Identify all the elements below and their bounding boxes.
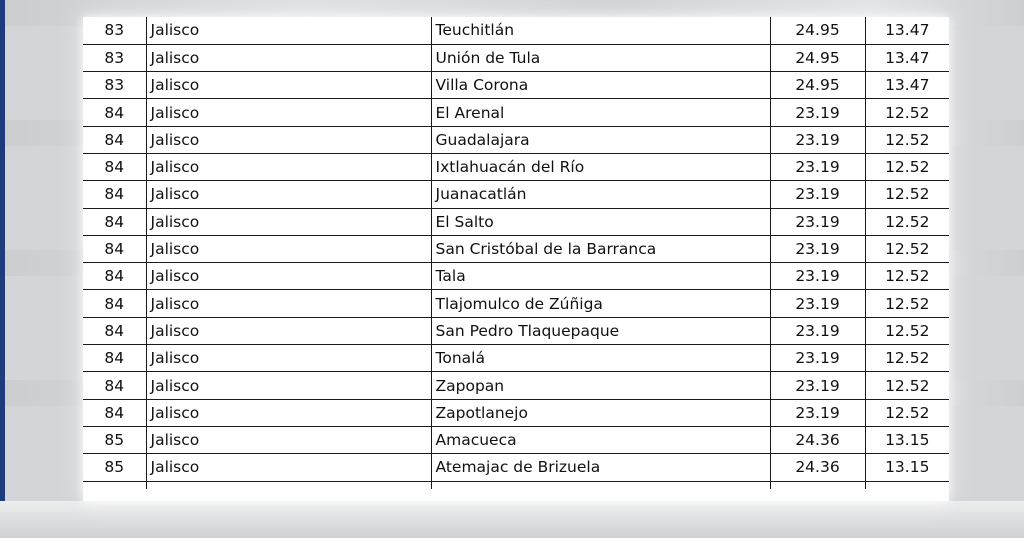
municipality-cell: Villa Corona — [431, 72, 770, 99]
value-b-cell: 13.47 — [865, 72, 949, 99]
state-cell: Jalisco — [146, 345, 431, 372]
rank-cell: 85 — [83, 426, 146, 453]
state-cell: Jalisco — [146, 317, 431, 344]
value-a-cell: 23.19 — [770, 263, 865, 290]
rank-cell: 84 — [83, 99, 146, 126]
value-a-cell: 23.19 — [770, 126, 865, 153]
table-row — [83, 290, 949, 317]
value-b-cell: 12.52 — [865, 399, 949, 426]
municipality-cell: El Salto — [431, 208, 770, 235]
state-cell: Jalisco — [146, 372, 431, 399]
rank-cell: 83 — [83, 72, 146, 99]
rank-cell: 84 — [83, 181, 146, 208]
partial-cell — [865, 481, 949, 489]
table-row — [83, 372, 949, 399]
rank-cell: 85 — [83, 454, 146, 481]
municipality-cell: Ixtlahuacán del Río — [431, 153, 770, 180]
value-a-cell: 24.36 — [770, 426, 865, 453]
municipality-cell: Amacueca — [431, 426, 770, 453]
state-cell: Jalisco — [146, 126, 431, 153]
table-row — [83, 208, 949, 235]
table-row — [83, 44, 949, 71]
partial-cell — [146, 481, 431, 489]
table-row — [83, 345, 949, 372]
state-cell: Jalisco — [146, 290, 431, 317]
value-b-cell: 12.52 — [865, 208, 949, 235]
value-b-cell: 13.47 — [865, 17, 949, 44]
value-a-cell: 23.19 — [770, 99, 865, 126]
value-b-cell: 13.47 — [865, 44, 949, 71]
rank-cell: 83 — [83, 44, 146, 71]
municipality-cell: Tonalá — [431, 345, 770, 372]
municipality-cell: San Cristóbal de la Barranca — [431, 235, 770, 262]
value-b-cell: 12.52 — [865, 235, 949, 262]
table-row — [83, 426, 949, 453]
partial-cell — [83, 481, 146, 489]
state-cell: Jalisco — [146, 399, 431, 426]
value-b-cell: 13.15 — [865, 426, 949, 453]
value-a-cell: 23.19 — [770, 372, 865, 399]
state-cell: Jalisco — [146, 17, 431, 44]
value-a-cell: 23.19 — [770, 235, 865, 262]
rank-cell: 83 — [83, 17, 146, 44]
rank-cell: 84 — [83, 263, 146, 290]
partial-row — [83, 481, 949, 489]
municipality-cell: Unión de Tula — [431, 44, 770, 71]
partial-cell — [431, 481, 770, 489]
municipality-cell: Teuchitlán — [431, 17, 770, 44]
rank-cell: 84 — [83, 290, 146, 317]
value-b-cell: 12.52 — [865, 153, 949, 180]
table-row — [83, 126, 949, 153]
rank-cell: 84 — [83, 153, 146, 180]
municipality-cell: Zapotlanejo — [431, 399, 770, 426]
value-a-cell: 23.19 — [770, 345, 865, 372]
table-row — [83, 454, 949, 481]
value-a-cell: 23.19 — [770, 208, 865, 235]
table-row — [83, 72, 949, 99]
value-a-cell: 23.19 — [770, 181, 865, 208]
value-a-cell: 23.19 — [770, 153, 865, 180]
value-b-cell: 12.52 — [865, 126, 949, 153]
rank-cell: 84 — [83, 317, 146, 344]
rank-cell: 84 — [83, 235, 146, 262]
municipality-cell: Tlajomulco de Zúñiga — [431, 290, 770, 317]
table-row — [83, 153, 949, 180]
value-a-cell: 24.95 — [770, 17, 865, 44]
state-cell: Jalisco — [146, 72, 431, 99]
state-cell: Jalisco — [146, 426, 431, 453]
partial-cell — [770, 481, 865, 489]
value-b-cell: 12.52 — [865, 372, 949, 399]
bottom-fade — [0, 501, 1024, 538]
state-cell: Jalisco — [146, 454, 431, 481]
municipality-cell: Atemajac de Brizuela — [431, 454, 770, 481]
document-sheet — [83, 17, 949, 501]
rank-cell: 84 — [83, 345, 146, 372]
table-row — [83, 17, 949, 44]
value-b-cell: 12.52 — [865, 99, 949, 126]
value-a-cell: 24.95 — [770, 72, 865, 99]
value-a-cell: 23.19 — [770, 399, 865, 426]
value-b-cell: 12.52 — [865, 345, 949, 372]
value-b-cell: 12.52 — [865, 181, 949, 208]
municipality-cell: El Arenal — [431, 99, 770, 126]
table-body — [83, 17, 949, 489]
table-row — [83, 235, 949, 262]
municipality-cell: Tala — [431, 263, 770, 290]
rank-cell: 84 — [83, 208, 146, 235]
value-b-cell: 12.52 — [865, 290, 949, 317]
municipality-table — [83, 17, 949, 489]
state-cell: Jalisco — [146, 181, 431, 208]
value-b-cell: 13.15 — [865, 454, 949, 481]
state-cell: Jalisco — [146, 99, 431, 126]
table-row — [83, 181, 949, 208]
value-a-cell: 24.95 — [770, 44, 865, 71]
table-row — [83, 99, 949, 126]
value-a-cell: 23.19 — [770, 290, 865, 317]
value-b-cell: 12.52 — [865, 317, 949, 344]
state-cell: Jalisco — [146, 208, 431, 235]
municipality-cell: Guadalajara — [431, 126, 770, 153]
rank-cell: 84 — [83, 399, 146, 426]
value-a-cell: 24.36 — [770, 454, 865, 481]
municipality-cell: San Pedro Tlaquepaque — [431, 317, 770, 344]
state-cell: Jalisco — [146, 153, 431, 180]
table-row — [83, 399, 949, 426]
municipality-cell: Zapopan — [431, 372, 770, 399]
state-cell: Jalisco — [146, 235, 431, 262]
rank-cell: 84 — [83, 372, 146, 399]
rank-cell: 84 — [83, 126, 146, 153]
table-row — [83, 317, 949, 344]
left-edge-strip — [0, 0, 5, 538]
table-row — [83, 263, 949, 290]
value-b-cell: 12.52 — [865, 263, 949, 290]
state-cell: Jalisco — [146, 263, 431, 290]
municipality-cell: Juanacatlán — [431, 181, 770, 208]
value-a-cell: 23.19 — [770, 317, 865, 344]
state-cell: Jalisco — [146, 44, 431, 71]
